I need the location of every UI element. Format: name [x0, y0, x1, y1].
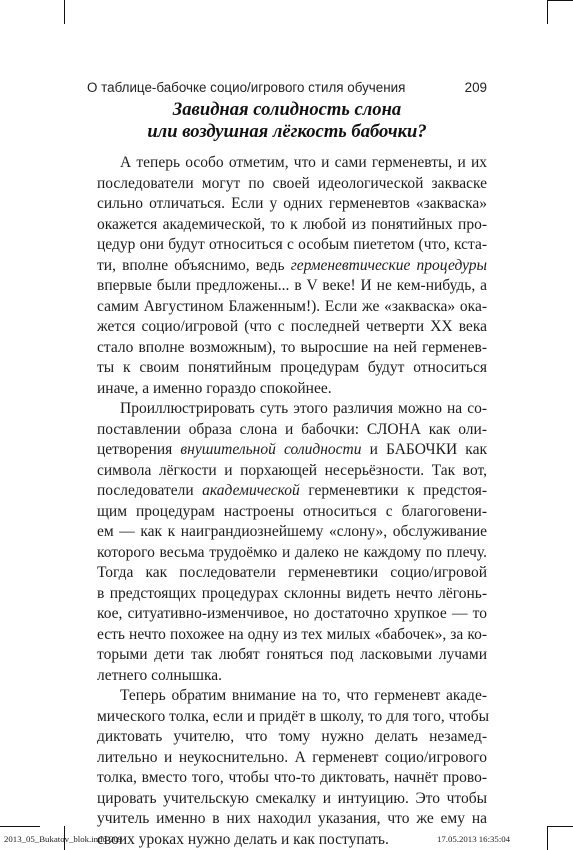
text-line — [97, 153, 487, 174]
italic-emphasis: академической — [202, 482, 300, 499]
text-run: А теперь особо отметим, что и сами герменевты, и их — [120, 154, 487, 171]
text-line — [97, 317, 487, 338]
paragraph — [97, 153, 487, 399]
text-run: диктовать учителю, что тому нужно делать незамед- — [97, 728, 487, 745]
text-run: учитель именно в них находил указания, что же ему на — [97, 810, 487, 827]
text-line — [97, 215, 487, 236]
text-run: поставлении образа слона и бабочки: СЛОНА как оли- — [97, 420, 487, 438]
crop-mark-top-right — [547, 0, 548, 24]
text-line — [97, 379, 487, 400]
text-line — [97, 461, 487, 482]
text-run: Теперь обратим внимание на то, что герменевт акаде- — [120, 687, 487, 704]
text-run: жется социо/игровой (что с последней четверти XX века — [97, 318, 487, 335]
text-run: есть нечто похожее на одну из тех милых «бабочек», за ко- — [97, 625, 487, 643]
text-line — [97, 338, 487, 359]
text-line — [97, 358, 487, 379]
text-run: ты к своим понятийным процедурам будут относиться — [97, 359, 487, 376]
text-line — [97, 686, 487, 707]
text-line — [97, 399, 487, 420]
italic-emphasis: внушительной солидности — [180, 441, 362, 458]
slug-timestamp: 17.05.2013 16:35:04 — [437, 834, 511, 844]
italic-emphasis: герменевтические процедуры — [290, 256, 488, 274]
text-line — [97, 440, 487, 461]
text-line — [97, 543, 487, 564]
paragraph — [97, 686, 490, 850]
text-run: ем — как к наиграндиознейшему «слону», обслуживание — [97, 523, 487, 540]
text-line — [97, 666, 487, 687]
text-line — [97, 748, 487, 769]
text-run: и БАБОЧКИ как — [361, 441, 487, 458]
text-line — [97, 522, 487, 543]
slug-file-name: 2013_05_Bukatov_blok.indd 209 — [4, 834, 123, 844]
text-run: окажется академической, то к любой из понятийных про- — [97, 215, 487, 233]
text-run: лительно и неукоснительно. А герменевт социо/игрового — [97, 748, 487, 766]
crop-mark-top-right-horizontal — [547, 0, 573, 1]
text-line — [97, 297, 487, 318]
crop-mark-bottom-right-horizontal — [547, 826, 573, 827]
text-line — [97, 502, 487, 523]
text-line — [97, 830, 487, 850]
text-run: последователи могут по своей идеологической закваске — [97, 174, 487, 192]
text-run: цедур они будут относиться с особым пиететом (что, кста- — [97, 236, 487, 253]
crop-mark-bottom-right — [547, 826, 548, 850]
crop-mark-bottom-left-horizontal — [0, 826, 40, 827]
running-header — [87, 80, 487, 100]
text-run: своих уроках нужно делать и как поступать. — [97, 830, 389, 848]
section-heading — [87, 99, 487, 143]
section-heading-line-1: Завидная солидность слона — [172, 99, 402, 120]
text-line — [97, 625, 487, 646]
text-line — [97, 604, 487, 625]
text-run: впервые были предложены... в V веке! И не кем-нибудь, а — [97, 277, 487, 294]
crop-mark-top-left — [64, 0, 65, 24]
text-run: самим Августином Блаженным!). Если же «закваска» ока- — [97, 297, 487, 315]
running-title: О таблице-бабочке социо/игрового стиля обучения — [87, 80, 406, 95]
page-number: 209 — [464, 80, 487, 95]
text-run: цировать учительскую смекалку и интуицию. Это чтобы — [97, 789, 487, 807]
text-run: кое, ситуативно-изменчивое, но достаточно хрупкое — то — [97, 605, 487, 622]
section-heading-line-2: или воздушная лёгкость бабочки? — [147, 121, 427, 142]
text-run: в предстоящих процедурах склонны видеть нечто лёгонь- — [97, 584, 487, 602]
text-line — [97, 809, 487, 830]
body-text — [97, 153, 490, 850]
text-run: мического толка, если и придёт в школу, то для того, чтобы — [97, 707, 490, 725]
text-line — [97, 194, 487, 215]
text-run: ти, вполне объяснимо, ведь — [97, 256, 291, 274]
text-run: Проиллюстрировать суть этого различия можно на со- — [120, 400, 487, 417]
text-run: символа лёгкости и порхающей несерьёзности. Так вот, — [97, 461, 487, 479]
text-line — [97, 645, 487, 666]
text-line — [97, 276, 487, 297]
text-run: стало вполне возможным), то выросшие на ней герменев- — [97, 338, 487, 356]
text-run: торыми дети так любят гоняться под ласковыми лучами — [97, 646, 487, 663]
text-line — [97, 584, 487, 605]
text-run: иначе, а именно гораздо спокойнее. — [97, 379, 332, 397]
text-line — [97, 789, 487, 810]
text-line — [97, 768, 487, 789]
text-line — [97, 563, 487, 584]
text-run: толка, вместо того, чтобы что-то диктовать, начнёт прово- — [97, 769, 487, 786]
text-run: щим процедурам настроены относиться с благоговени- — [97, 502, 487, 520]
text-run: сильно отличаться. Если у одних герменевтов «закваска» — [97, 195, 487, 212]
text-line — [97, 256, 487, 277]
text-line — [97, 707, 490, 728]
text-line — [97, 235, 487, 256]
text-run: герменевтики к предстоя- — [299, 482, 487, 499]
text-run: летнего солнышка. — [97, 666, 223, 684]
text-run: цетворения — [97, 441, 181, 458]
text-run: Тогда как последователи герменевтики социо/игровой — [97, 564, 487, 581]
text-run: последователи — [97, 482, 203, 499]
text-line — [97, 174, 487, 195]
text-line — [97, 727, 487, 748]
paragraph — [97, 399, 487, 686]
text-line — [97, 481, 487, 502]
text-run: которого весьма трудоёмко и далеко не каждому по плечу. — [97, 543, 487, 561]
text-line — [97, 420, 487, 441]
